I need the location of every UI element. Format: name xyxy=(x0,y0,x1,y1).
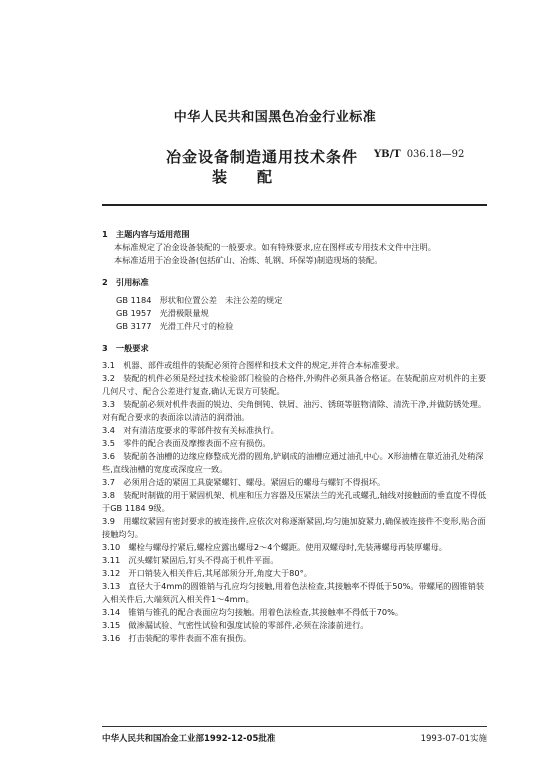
standard-code: 036.18—92 xyxy=(406,149,465,160)
document-subtitle: 装配 xyxy=(212,168,303,186)
clause-item: 3.9 用螺纹紧固有密封要求的被连接件,应依次对称逐渐紧固,均匀施加旋紧力,确保被连接件不变形,贴合面接触均匀。 xyxy=(102,516,486,539)
document-title: 冶金设备制造通用技术条件 xyxy=(166,148,359,166)
section-1-paragraph: 本标准适用于冶金设备(包括矿山、冶炼、轧钢、环保等)制造现场的装配。 xyxy=(114,255,383,265)
reference-item: GB 1957 光滑极限量规 xyxy=(116,308,209,318)
clause-item: 3.16 打击装配的零件表面不准有损伤。 xyxy=(102,633,252,643)
section-2-heading: 2 引用标准 xyxy=(102,277,149,287)
clause-item: 3.7 必须用合适的紧固工具旋紧螺钉、螺母。紧固后的螺母与螺钉不得损坏。 xyxy=(102,477,386,487)
clause-item: 3.10 螺栓与螺母拧紧后,螺栓应露出螺母2～4个螺距。使用双螺母时,先装薄螺母再装厚螺母。 xyxy=(102,542,447,552)
clause-item: 3.5 零件的配合表面及摩擦表面不应有损伤。 xyxy=(102,438,271,448)
approval-date: 中华人民共和国冶金工业部1992-12-05批准 xyxy=(102,734,276,744)
footer-divider xyxy=(102,726,487,727)
document-body xyxy=(102,224,487,645)
clause-item: 3.3 装配前必须对机件表面的锐边、尖角倒钝、铁屑、油污、锈斑等脏物清除、清洗干净,并做防锈处理。对有配合要求的表面涂以清洁的润滑油。 xyxy=(102,399,487,422)
clause-item: 3.4 对有清洁度要求的零部件按有关标准执行。 xyxy=(102,425,279,435)
clause-item: 3.1 机器、部件或组件的装配必须符合图样和技术文件的规定,并符合本标准要求。 xyxy=(102,360,405,370)
clause-item: 3.12 开口销装入相关件后,其尾部须分开,角度大于80°。 xyxy=(102,568,312,578)
section-3-heading: 3 一般要求 xyxy=(102,343,149,353)
section-1-paragraph: 本标准规定了冶金设备装配的一般要求。如有特殊要求,应在图样或专用技术文件中注明。 xyxy=(114,242,436,252)
clause-item: 3.15 做渗漏试验、气密性试验和强度试验的零部件,必须在涂漆前进行。 xyxy=(102,620,369,630)
standard-prefix: YB/T xyxy=(374,149,401,160)
clause-item: 3.14 锥销与锥孔的配合表面应均匀接触。用着色法检查,其接触率不得低于70%。 xyxy=(102,607,404,617)
standard-number xyxy=(374,149,464,160)
clause-item: 3.2 装配的机件必须是经过技术检验部门检验的合格件,外购件必须具备合格证。在装配前应对机件的主要几何尺寸、配合公差进行复查,确认无误方可装配。 xyxy=(102,373,487,396)
clause-item: 3.8 装配时制做的用于紧固机架、机座和压力容器及压紧法兰的光孔或螺孔,轴线对接触面的垂直度不得低于GB 1184 9级。 xyxy=(102,490,487,513)
implementation-date: 1993-07-01实施 xyxy=(420,734,487,744)
issuing-organization: 中华人民共和国黑色冶金行业标准 xyxy=(173,110,377,125)
reference-item: GB 3177 光滑工件尺寸的检验 xyxy=(116,321,234,331)
clause-item: 3.6 装配前各油槽的边缘应修整成光滑的圆角,铲刷成的油槽应通过油孔中心。X形油槽在靠近油孔处稍深些,直线油槽的宽度或深度应一致。 xyxy=(102,451,484,474)
clause-item: 3.13 直径大于4mm的圆锥销与孔应均匀接触,用着色法检查,其接触率不得低于50%。带螺尾的圆锥销装入相关件后,大端须沉入相关件1～4mm。 xyxy=(102,581,485,604)
reference-item: GB 1184 形状和位置公差 未注公差的规定 xyxy=(116,295,283,305)
clause-item: 3.11 沉头螺钉紧固后,钉头不得高于机件平面。 xyxy=(102,555,279,565)
header-divider xyxy=(102,204,487,206)
section-1-heading: 1 主题内容与适用范围 xyxy=(102,229,190,239)
